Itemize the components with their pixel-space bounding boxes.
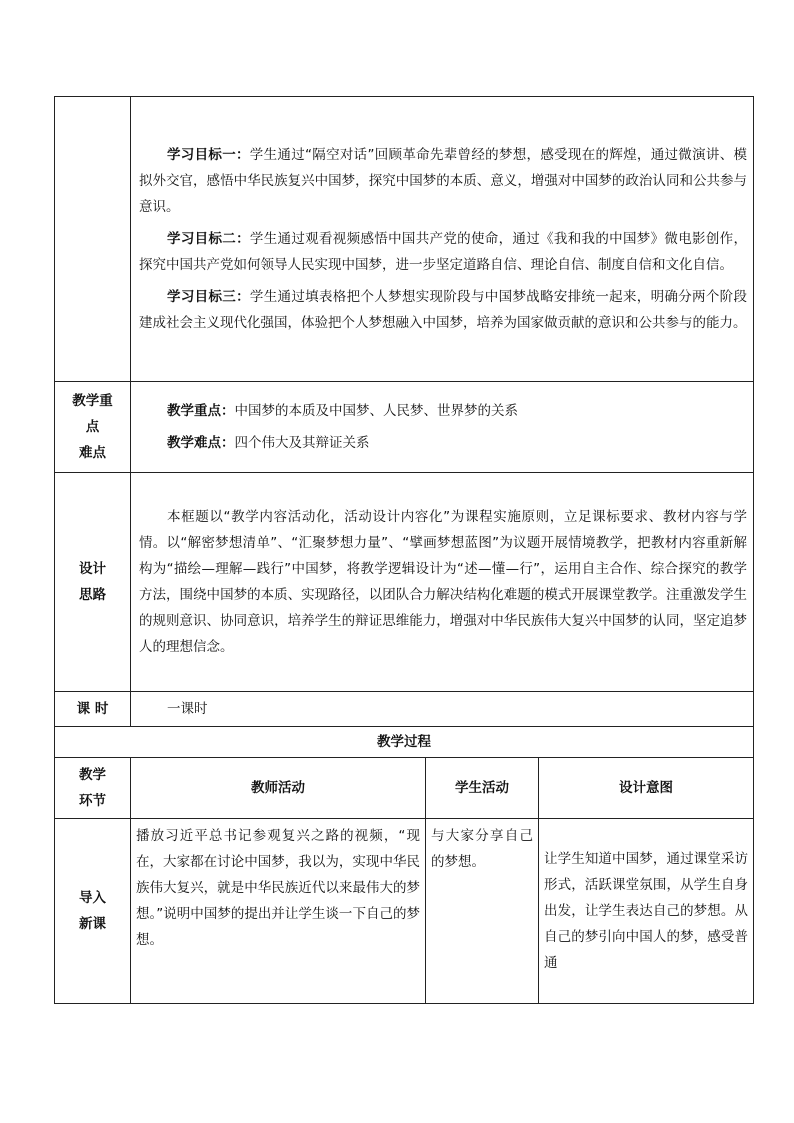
design-label-line1: 设计	[79, 561, 106, 577]
period-label: 课 时	[55, 692, 131, 727]
goal-paragraph-2	[139, 226, 747, 278]
goals-row	[55, 97, 754, 382]
header-stage-line2: 环节	[79, 793, 106, 809]
key-points-content-cell	[131, 382, 754, 473]
key-points-row	[55, 382, 754, 473]
header-stage	[55, 758, 131, 819]
goal-text-2: 学生通过观看视频感悟中国共产党的使命，通过《我和我的中国梦》微电影创作，探究中国共产党如何领导人民实现中国梦，进一步坚定道路自信、理论自信、制度自信和文化自信。	[139, 231, 748, 273]
process-title: 教学过程	[55, 727, 754, 758]
goal-text-1: 学生通过“隔空对话”回顾革命先辈曾经的梦想，感受现在的辉煌，通过微演讲、模拟外交官，感悟中华民族复兴中国梦，探究中国梦的本质、意义，增强对中国梦的政治认同和公共参与意识。	[139, 147, 747, 215]
period-value: 一课时	[167, 701, 208, 717]
teaching-focus-label: 教学重点：	[167, 403, 235, 419]
key-points-label-line3: 难点	[79, 445, 106, 461]
key-points-label-line2: 点	[85, 419, 100, 435]
design-intent-intro: 让学生知道中国梦，通过课堂采访形式，活跃课堂氛围，从学生自身出发，让学生表达自己的梦想。从自己的梦引向中国人的梦，感受普通	[539, 819, 754, 1004]
goals-content-cell	[131, 97, 754, 382]
stage-intro	[55, 819, 131, 1004]
goal-paragraph-3	[139, 284, 747, 336]
key-points-label-cell	[55, 382, 131, 473]
process-header-row	[55, 758, 754, 819]
design-row	[55, 473, 754, 692]
header-teacher-activity: 教师活动	[131, 758, 426, 819]
design-label-cell	[55, 473, 131, 692]
teaching-focus	[139, 398, 747, 424]
goal-label-3: 学习目标三：	[167, 289, 250, 305]
teaching-difficulty-label: 教学难点：	[167, 435, 235, 451]
student-activity-intro: 与大家分享自己的梦想。	[426, 819, 539, 1004]
process-title-row	[55, 727, 754, 758]
goals-label-cell	[55, 97, 131, 382]
teaching-focus-text: 中国梦的本质及中国梦、人民梦、世界梦的关系	[234, 403, 518, 419]
stage-intro-line1: 导入	[79, 890, 106, 906]
goal-paragraph-1	[139, 142, 747, 220]
lesson-plan-table	[54, 96, 754, 1004]
goal-label-1: 学习目标一：	[167, 147, 250, 163]
period-row	[55, 692, 754, 727]
header-design-intent: 设计意图	[539, 758, 754, 819]
stage-intro-line2: 新课	[79, 916, 106, 932]
goal-label-2: 学习目标二：	[167, 231, 250, 247]
header-student-activity: 学生活动	[426, 758, 539, 819]
teacher-activity-intro: 播放习近平总书记参观复兴之路的视频，“现在，大家都在讨论中国梦，我以为，实现中华民族伟大复兴，就是中华民族近代以来最伟大的梦想。”说明中国梦的提出并让学生谈一下自己的梦想。	[131, 819, 426, 1004]
design-label-line2: 思路	[79, 587, 106, 603]
header-stage-line1: 教学	[79, 767, 106, 783]
key-points-label-line1: 教学重	[72, 393, 113, 409]
teaching-difficulty-text: 四个伟大及其辩证关系	[234, 435, 370, 451]
design-text: 本框题以“教学内容活动化，活动设计内容化”为课程实施原则，立足课标要求、教材内容与学情。以“解密梦想清单”、“汇聚梦想力量”、“擘画梦想蓝图”为议题开展情境教学，把教材内容重新解构为“描绘—理解—践行”中国梦，将教学逻辑设计为“述—懂—行”，运用自主合作、综合探究的教学方法，围绕中国梦的本质、实现路径，以团队合力解决结构化难题的模式开展课堂教学。注重激发学生的规则意识、协同意识，培养学生的辩证思维能力，增强对中华民族伟大复兴中国梦的认同，坚定追梦人的理想信念。	[139, 509, 747, 655]
teaching-difficulty	[139, 430, 747, 456]
goal-text-3: 学生通过填表格把个人梦想实现阶段与中国梦战略安排统一起来，明确分两个阶段建成社会主义现代化强国，体验把个人梦想融入中国梦，培养为国家做贡献的意识和公共参与的能力。	[139, 289, 748, 331]
period-value-cell	[131, 692, 754, 727]
process-row-intro	[55, 819, 754, 1004]
design-content-cell	[131, 473, 754, 692]
